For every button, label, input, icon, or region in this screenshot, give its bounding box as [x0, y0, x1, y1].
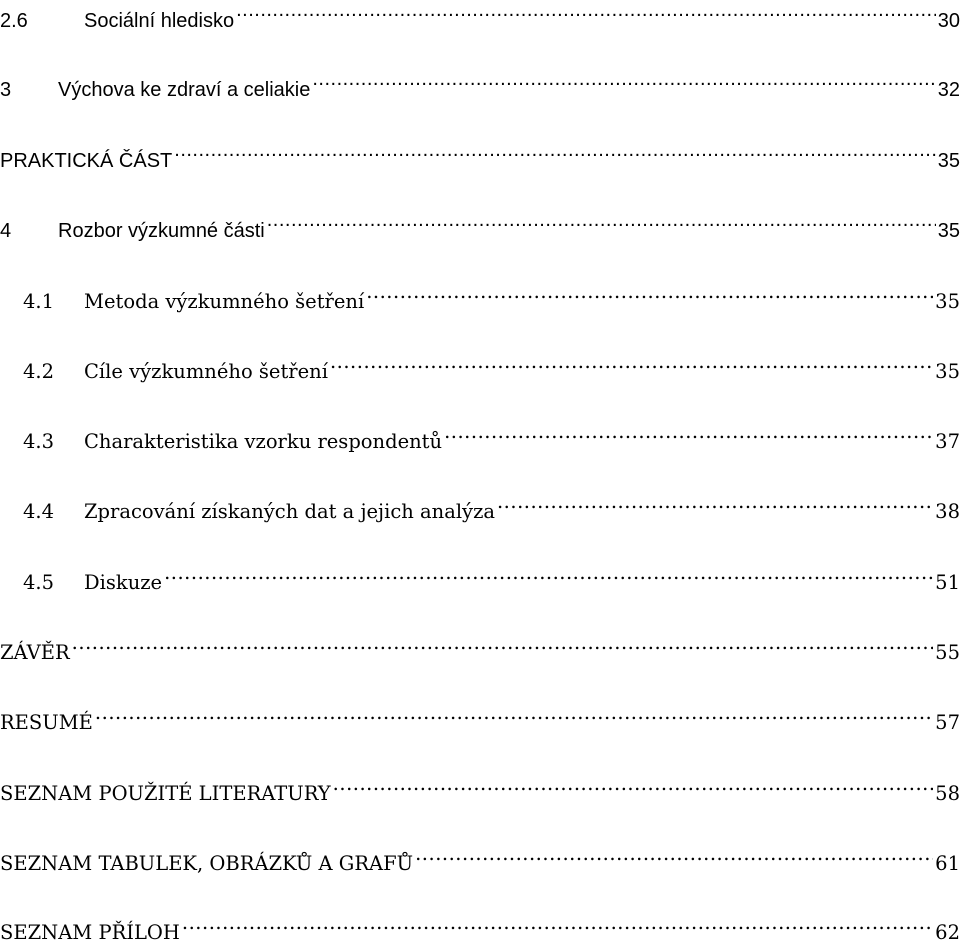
toc-entry-page: 35 [937, 150, 960, 172]
toc-entry-seznam-priloh[interactable] [0, 909, 960, 944]
toc-entry-page: 62 [935, 921, 960, 944]
toc-entry-title: Zpracování získaných dat a jejich analýza [84, 500, 495, 523]
toc-entry-rozbor-vyzkumne-casti[interactable] [0, 207, 960, 242]
toc-entry-page: 32 [937, 79, 960, 101]
toc-entry-page: 35 [937, 220, 960, 242]
toc-entry-page: 61 [935, 852, 960, 875]
toc-entry-title: ZÁVĚR [0, 641, 70, 664]
dot-leader [95, 699, 933, 729]
toc-entry-number: 4 [0, 220, 12, 242]
toc-entry-page: 35 [935, 290, 960, 313]
toc-entry-page: 57 [935, 711, 960, 734]
dot-leader [330, 348, 933, 378]
toc-entry-page: 30 [937, 10, 960, 32]
toc-entry-number: 2.6 [0, 10, 28, 32]
dot-leader [333, 770, 934, 800]
dot-leader [444, 418, 933, 448]
toc-entry-number: 4.1 [23, 290, 55, 313]
dot-leader [366, 278, 933, 308]
toc-entry-prakticka-cast[interactable] [0, 137, 960, 172]
toc-entry-page: 51 [935, 571, 960, 594]
toc-entry-title: Sociální hledisko [84, 10, 235, 32]
toc-entry-title: Výchova ke zdraví a celiakie [58, 79, 311, 101]
toc-entry-seznam-tabulek[interactable] [0, 840, 960, 875]
dot-leader [174, 137, 935, 167]
toc-entry-number: 4.5 [23, 571, 55, 594]
toc-entry-title: SEZNAM TABULEK, OBRÁZKŮ A GRAFŮ [0, 852, 414, 875]
toc-entry-title: SEZNAM POUŽITÉ LITERATURY [0, 782, 331, 805]
dot-leader [312, 66, 935, 96]
toc-entry-title: PRAKTICKÁ ČÁST [0, 150, 173, 172]
dot-leader [497, 488, 933, 518]
dot-leader [267, 207, 936, 237]
toc-entry-sociální-hledisko[interactable] [0, 0, 960, 32]
toc-entry-page: 58 [935, 782, 960, 805]
toc-entry-number: 3 [0, 79, 12, 101]
toc-entry-page: 55 [935, 641, 960, 664]
toc-entry-zaver[interactable] [0, 629, 960, 664]
toc-entry-title: SEZNAM PŘÍLOH [0, 921, 180, 944]
toc-entry-seznam-literatury[interactable] [0, 770, 960, 805]
toc-entry-charakteristika-vzorku[interactable] [0, 418, 960, 453]
toc-entry-zpracovani-ziskanych-dat[interactable] [0, 488, 960, 523]
toc-entry-resume[interactable] [0, 699, 960, 734]
toc-entry-number: 4.4 [23, 500, 55, 523]
toc-entry-metoda-vyzkumneho-setreni[interactable] [0, 278, 960, 313]
toc-entry-title: RESUMÉ [0, 711, 93, 734]
toc-entry-page: 35 [935, 360, 960, 383]
toc-entry-title: Charakteristika vzorku respondentů [84, 430, 443, 453]
toc-entry-cile-vyzkumneho-setreni[interactable] [0, 348, 960, 383]
dot-leader [236, 0, 936, 27]
toc-entry-diskuze[interactable] [0, 559, 960, 594]
toc-entry-number: 4.3 [23, 430, 55, 453]
toc-entry-number: 4.2 [23, 360, 55, 383]
dot-leader [415, 840, 933, 870]
toc-entry-title: Metoda výzkumného šetření [84, 290, 365, 313]
toc-entry-vychova-ke-zdravi[interactable] [0, 66, 960, 101]
toc-entry-page: 38 [935, 500, 960, 523]
toc-entry-page: 37 [935, 430, 960, 453]
toc-entry-title: Cíle výzkumného šetření [84, 360, 328, 383]
dot-leader [182, 909, 933, 939]
toc-entry-title: Rozbor výzkumné části [58, 220, 265, 242]
dot-leader [72, 629, 934, 659]
toc-entry-title: Diskuze [84, 571, 163, 594]
dot-leader [164, 559, 933, 589]
